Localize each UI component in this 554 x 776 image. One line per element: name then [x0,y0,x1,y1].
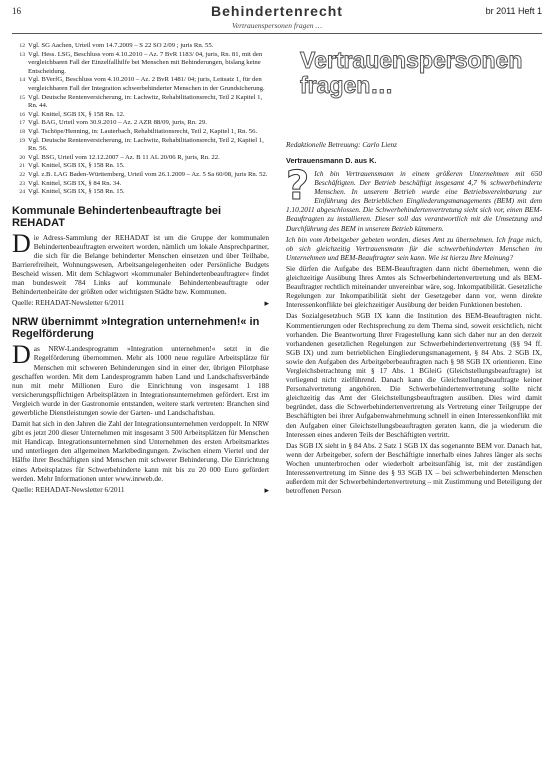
journal-title: Behindertenrecht [211,3,343,19]
footnote: 15 Vgl. Deutsche Rentenversicherung, in: Lachwitz, Rehabilitationsrecht, Teil 2 Kapitel 1, Rn. 44. [19,93,263,110]
footnote: 19 Vgl. Deutsche Rentenversicherung, in: Lachwitz, Rehabilitationsrecht, Teil 2, Kapitel 1, Rn. 56. [19,136,264,153]
footnote: 12 Vgl. SG Aachen, Urteil vom 14.7.2009 – S 22 SO 2/09 ; juris Rn. 55. [19,42,214,49]
article-nrw [12,316,269,494]
answer-text: Das Sozialgesetzbuch SGB IX kann die Institution des BEM-Beauftragten nicht. Kommentierungen oder Rechtsprechung zu dem Thema sind, soweit ersichtlich, nicht vorhanden. Die Beantwortung Ihrer Fragestellung kann sich daher nur an den derzeit vorhandenen gesetzlichen Regelungen zur Schwerbehindertenvertretung (§§ 94 ff. SGB IX) und zum betrieblichen Eingliederungsmanagement, § 84 Abs. 2 SGB IX, sowie den Aufgaben des Arbeitgeberbeauftragten nach § 98 SGB IX orientieren. Eine Vergleichsbetrachtung mit § 17 Abs. 1 BGleiG (Gleichstellungsbeauftragte) ist vorliegend nicht zielführend. Danach kann die Gleichstellungsbeauftragte keiner Personalvertretung angehören. Die Schwerbehindertenvertretung sollte nicht gleichzeitig das Amt der Gleichstellungsbeauftragten ausüben. Dies wird damit begründet, dass die Schwerbehindertenvertretung als Vertretung einer Teilgruppe der Beschäftigten bei ihrer Aufgabenwahrnehmung schnell in einen Interessenkonflikt mit den Aufgaben einer Gleichstellungsbeauftragten geraten kann, die ja wiederum die Interessen eines anderen Teils der Beschäftigten vertritt. [286,311,542,439]
drop-cap: D [12,228,31,258]
article-source: Quelle: REHADAT-Newsletter 6/2011 ▸ [12,298,269,309]
question-author: Vertrauensmann D. aus K. [286,156,377,165]
footnotes [12,42,269,197]
footnote: 20 Vgl. BSG, Urteil vom 12.12.2007 – Az. B 11 AL 20/06 R, juris, Rn. 22. [19,153,220,161]
question-mark-icon: ? [286,163,310,209]
footnote: 16 Vgl. Knittel, SGB IX, § 158 Rn. 12. [19,110,125,118]
section-subtitle: Vertrauenspersonen fragen … [232,21,322,30]
answer-text: Das SGB IX sieht in § 84 Abs. 2 Satz 1 SGB IX das sogenannte BEM vor. Danach hat, wenn der Arbeitgeber, sofern der Beschäftigte innerhalb eines Jahres länger als sechs Wochen ununterbrochen oder wiederholt arbeitsunfähig ist, mit der zuständigen Interessenvertretung im Sinne des § 93 SGB IX – bei schwerbehinderten Menschen außerdem mit der Schwerbehindertenvertretung – mit Zustimmung und Beteiligung der betroffenen Person [286,440,542,496]
end-arrow-icon: ▸ [264,298,269,309]
question-text: Ich bin vom Arbeitgeber gebeten worden, dieses Amt zu übernehmen. Ich frage mich, ob sich gleichzeitig Vertrauensmann für die schwerbehinderten Menschen im Unternehmen und BEM-Beauftragter sein kann. Wie ist hierzu Ihre Meinung? [286,234,542,262]
article-source: Quelle: REHADAT-Newsletter 6/2011 ▸ [12,484,269,495]
page-number: 16 [12,6,21,16]
drop-cap: D [12,340,31,370]
article-headline: NRW übernimmt »Integration unternehmen!« in Regelförderung [12,316,260,341]
right-column [286,42,542,497]
answer-text: Sie dürfen die Aufgabe des BEM-Beauftragten dann nicht übernehmen, wenn die gleichzeitige Ausübung Ihres Amtes als Schwerbehindertenvertretung und als BEM-Beauftragter rechtlich miteinander unvereinbar wäre, sog. Inkompatibilität. Gesetzliche Regelungen zur Inkompatibilität sieht der Gesetzgeber dann vor, wenn direkte Interessenkonflikte bei gleichzeitiger Ausübung der beiden Funktionen bestehen. [286,263,542,310]
footnote: 13 Vgl. Hess. LSG, Beschluss vom 4.10.2010 – Az. 7 BvR 1183/ 04, juris, Rn. 81, mit den vergleichbaren Fall der Einzelfallhilfe bei Menschen mit Behinderungen, bislang keine Entscheidung. [19,50,263,75]
question-text: Ich bin Vertrauensmann in einem größeren Unternehmen mit 650 Beschäftigten. Der Betrieb beschäftigt insgesamt 4,7 % schwerbehinderte Menschen. In unserem Betrieb wurde eine Betriebsvereinbarung zur Einführung des Betrieblichen Eingliederungsmanagements (BEM) mit dem 1.10.2011 abgeschlossen. Die Schwerbehindertenvertretung sieht sich vor, einen BEM-Beauftragten zu installieren. Dieser soll das verantwortlich mit die Umsetzung und Durchführung des BEM in unserem Betrieb kümmern. [286,169,542,233]
editorial-credit: Redaktionelle Betreuung: Carlo Lienz [286,140,397,149]
article-headline: Kommunale Behindertenbeauftragte bei REHADAT [12,204,222,229]
issue-label: br 2011 Heft 1 [485,6,542,16]
article-body: Damit hat sich in den Jahren die Zahl der Integrationsunternehmen verdoppelt. In NRW gibt es jetzt 200 dieser Unternehmen mit insgesamt 3 500 Arbeitsplätzen für Menschen mit Handicap. Integrationsunternehmen sind Unternehmen des ersten Arbeitsmarktes und unterliegen den allgemeinen Marktbedingungen. Zwischen einem Viertel und der Hälfte ihrer Beschäftigten sind Menschen mit schwerer Behinderung. Die Einrichtung eines Arbeitsplatzes für Schwerbehinderte kann mit bis zu 20 000 Euro gefördert werden. Mehr Informationen unter www.inrweb.de. [12,419,269,483]
question-block [286,163,542,262]
footnote: 17 Vgl. BAG, Urteil vom 30.9.2010 – Az. 2 AZR 88/09, juris, Rn. 29. [19,119,207,127]
article-rehadat [12,205,269,309]
column-title: Vertrauenspersonen fragen… [300,47,523,98]
page-header [12,3,542,40]
left-column [12,42,269,495]
footnote: 18 Vgl. Tschöpe/Henning, in: Lauterbach, Rehabilitationsrecht, Teil 2, Kapitel 1, Rn. 56. [19,127,258,135]
article-body: Die Adress-Sammlung der REHADAT ist um die Gruppe der kommunalen Behindertenbeauftragten erweitert worden, nämlich um lokale Ansprechpartner, die sich für die Belange behinderter Menschen einsetzen und über Teilhabe, Barrierefreiheit, Wohnungswesen, Arbeitsangelegenheiten oder Persönliche Budgets Bescheid wissen. Mit dem Schlagwort »kommunaler Behindertenbeauftragter« findet man bundesweit 784 Links auf kommunale Behindertenbeauftragte oder Behindertenbeiräte der größten oder wichtigsten Städte bzw. Kommunen. [12,228,269,297]
footnote: 23 Vgl. Knittel, SGB IX, § 84 Rn. 34. [19,179,122,187]
footnote: 21 Vgl. Knittel, SGB IX, § 158 Rn. 15. [19,162,125,170]
footnote: 24 Vgl. Knittel, SGB IX, § 158 Rn. 15. [19,188,125,196]
end-arrow-icon: ▸ [264,484,269,495]
article-body: Das NRW-Landesprogramm »Integration unternehmen!« setzt in die Regelförderung übernommen. Mehr als 1000 neue reguläre Arbeitsplätze für Menschen mit schweren Behinderungen sind in einer der, übrigen Pilotphase geschaffen worden. Mit dem Landesprogramm haben Land und Landschaftsverbände nun mit mehr Millionen Euro die Einrichtung von insgesamt 1 188 versicherungspflichtigen Arbeitsplätzen in Integrationsunternehmen gefördert. Erst im Vergleich wurde in der Gastronomie entstanden, weitere stark vertreten: Branchen sind gewerbliche Dienstleistungen sowie der Garten- und Landschaftsbau. [12,340,269,417]
footnote: 22 Vgl. z.B. LAG Baden-Württemberg, Urteil vom 26.1.2009 – Az. 5 Sa 60/08, juris Rn. 52. [19,170,268,178]
footnote: 14 Vgl. BVerfG, Beschluss vom 4.10.2010 – Az. 2 BvR 1481/ 04; juris, Leitsatz 1, für den vergleichbaren Fall der Integration schwerbehinderter Menschen in der Grundsicherung. [19,76,265,92]
header-rule [12,33,542,34]
